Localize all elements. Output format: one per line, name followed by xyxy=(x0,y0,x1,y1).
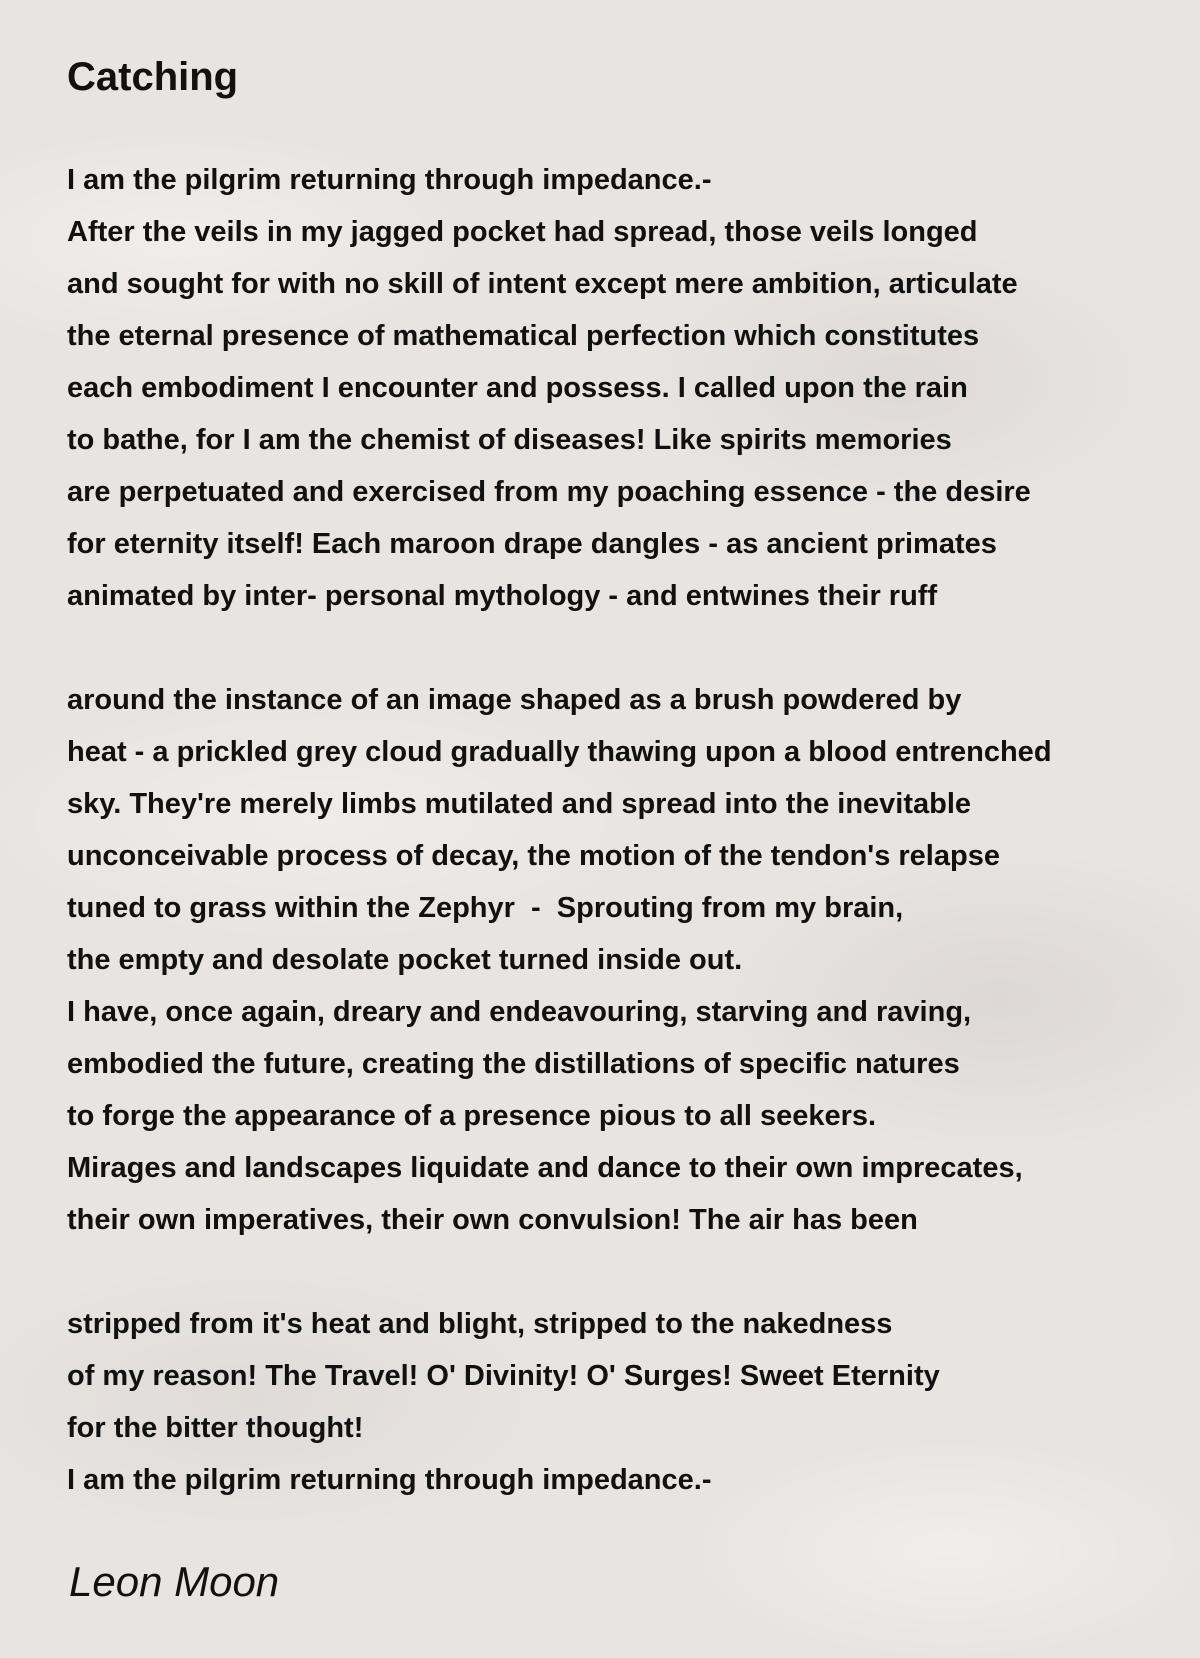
poem-line: heat - a prickled grey cloud gradually thawing upon a blood entrenched xyxy=(67,736,1052,768)
poem-line: the eternal presence of mathematical perfection which constitutes xyxy=(67,320,980,352)
poem-title: Catching xyxy=(67,55,239,99)
poem-author: Leon Moon xyxy=(69,1558,280,1605)
poem-line: unconceivable process of decay, the motion of the tendon's relapse xyxy=(67,840,1000,872)
poem-line: are perpetuated and exercised from my poaching essence - the desire xyxy=(67,476,1031,508)
poem-line: around the instance of an image shaped as a brush powdered by xyxy=(67,684,962,716)
stanza-2 xyxy=(67,674,1177,1246)
poem-line: animated by inter- personal mythology - and entwines their ruff xyxy=(67,580,938,612)
poem-line: for eternity itself! Each maroon drape dangles - as ancient primates xyxy=(67,528,997,560)
poem-line: their own imperatives, their own convulsion! The air has been xyxy=(67,1204,918,1236)
poem-line: of my reason! The Travel! O' Divinity! O' Surges! Sweet Eternity xyxy=(67,1360,940,1392)
poem-line: each embodiment I encounter and possess. I called upon the rain xyxy=(67,372,968,404)
poem-line: I am the pilgrim returning through impedance.- xyxy=(67,1464,712,1496)
poem-page xyxy=(67,50,1177,1506)
stanza-1 xyxy=(67,154,1177,622)
poem-line: sky. They're merely limbs mutilated and spread into the inevitable xyxy=(67,788,972,820)
stanza-3 xyxy=(67,1298,1177,1506)
poem-line: I have, once again, dreary and endeavouring, starving and raving, xyxy=(67,996,972,1028)
poem-line: to forge the appearance of a presence pious to all seekers. xyxy=(67,1100,877,1132)
poem-line: for the bitter thought! xyxy=(67,1412,364,1444)
poem-line: the empty and desolate pocket turned inside out. xyxy=(67,944,743,976)
poem-line: embodied the future, creating the distillations of specific natures xyxy=(67,1048,960,1080)
poem-line: to bathe, for I am the chemist of diseases! Like spirits memories xyxy=(67,424,952,456)
poem-line: stripped from it's heat and blight, stripped to the nakedness xyxy=(67,1308,893,1340)
poem-line: After the veils in my jagged pocket had spread, those veils longed xyxy=(67,216,978,248)
poem-line: and sought for with no skill of intent except mere ambition, articulate xyxy=(67,268,1018,300)
poem-line: I am the pilgrim returning through impedance.- xyxy=(67,164,712,196)
poem-line: tuned to grass within the Zephyr - Sprouting from my brain, xyxy=(67,892,904,924)
poem-line: Mirages and landscapes liquidate and dance to their own imprecates, xyxy=(67,1152,1023,1184)
